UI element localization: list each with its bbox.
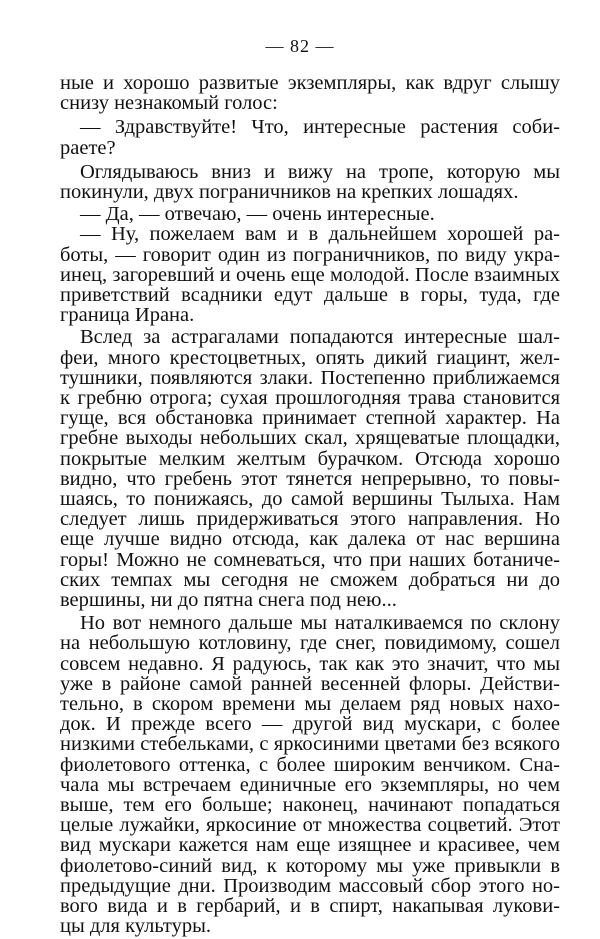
text-line: выше, тем его больше; наконец, начинают попадаться [60, 794, 560, 816]
text-line: чала мы встречаем единичные его экземпляры, но чем [60, 773, 560, 796]
text-line: гуще, вся обстановка принимает степной характер. На [60, 407, 560, 430]
text-line: совсем недавно. Я радуюсь, так как это значит, что мы [60, 652, 560, 675]
text-line: уже в районе самой ранней весенней флоры. Действи- [60, 672, 560, 695]
text-line: к гребню отрога; сухая прошлогодняя трава становится [60, 387, 560, 409]
text-line: следует лишь придерживаться этого направления. Но [60, 508, 560, 531]
text-line: феи, много крестоцветных, опять дикий гиацинт, жел- [60, 346, 560, 369]
text-line: гребне выходы небольших скал, хрящеватые площадки, [60, 427, 560, 450]
text-line: низкими стебельками, с яркосиними цветами без всякого [60, 733, 560, 756]
text-line: раете? [60, 136, 116, 159]
text-line: док. И прежде всего — другой вид мускари, с более [60, 713, 560, 736]
text-line: на небольшую котловину, где снег, повидимому, сошел [60, 632, 560, 655]
text-line: инец, загоревший и очень еще молодой. После взаимных [60, 263, 560, 286]
text-line: снизу незнакомый голос: [60, 92, 278, 115]
text-line: — Ну, пожелаем вам и в дальнейшем хорошей ра- [80, 223, 560, 246]
text-line: шаясь, то понижаясь, до самой вершины Тылыха. Нам [60, 488, 560, 510]
text-line: Оглядываюсь вниз и вижу на тропе, которую мы [80, 160, 560, 183]
text-line: цы для культуры. [60, 915, 211, 938]
text-line: покинули, двух пограничников на крепких лошадях. [60, 181, 519, 203]
text-line: приветствий всадники едут дальше в горы, туда, где [60, 284, 560, 306]
text-line: вого вида и в гербарий, и в спирт, накапывая лукови- [60, 895, 560, 917]
text-line: — Здравствуйте! Что, интересные растения соби- [80, 116, 560, 139]
page-number: — 82 — [265, 36, 335, 56]
text-line: ских темпах мы сегодня не сможем добраться ни до [60, 568, 560, 591]
text-line: фиолетового оттенка, с более широким венчиком. Сна- [60, 753, 560, 776]
text-line: покрытые мелким желтым бурачком. Отсюда хорошо [60, 447, 560, 470]
text-line: — Да, — отвечаю, — очень интересные. [80, 203, 435, 226]
text-line: еще лучше видно отсюда, как далека от нас вершина [60, 528, 560, 551]
text-line: видно, что гребень этот тянется непрерывно, то повы- [60, 467, 560, 490]
text-line: фиолетово-синий вид, к которому мы уже привыкли в [60, 854, 560, 877]
text-line: ные и хорошо развитые экземпляры, как вдруг слышу [60, 72, 560, 94]
text-line: вид мускари кажется нам еще изящнее и красивее, чем [60, 834, 560, 857]
text-line: вершины, ни до пятна снега под нею... [60, 589, 397, 611]
text-line: боты, — говорит один из пограничников, по виду укра- [60, 243, 560, 266]
text-line: граница Ирана. [60, 304, 195, 327]
text-line: предыдущие дни. Производим массовый сбор этого но- [60, 874, 560, 897]
text-line: целые лужайки, яркосиние от множества соцветий. Этот [60, 814, 560, 837]
text-line: тельно, в скором времени мы делаем ряд новых нахо- [60, 693, 560, 715]
text-line: горы! Можно не сомневаться, что при наших ботаниче- [60, 548, 560, 571]
text-line: тушники, появляются злаки. Постепенно приближаемся [60, 366, 560, 389]
text-line: Вслед за астрагалами попадаются интересные шал- [80, 326, 560, 349]
text-line: Но вот немного дальше мы наталкиваемся по склону [80, 612, 560, 635]
